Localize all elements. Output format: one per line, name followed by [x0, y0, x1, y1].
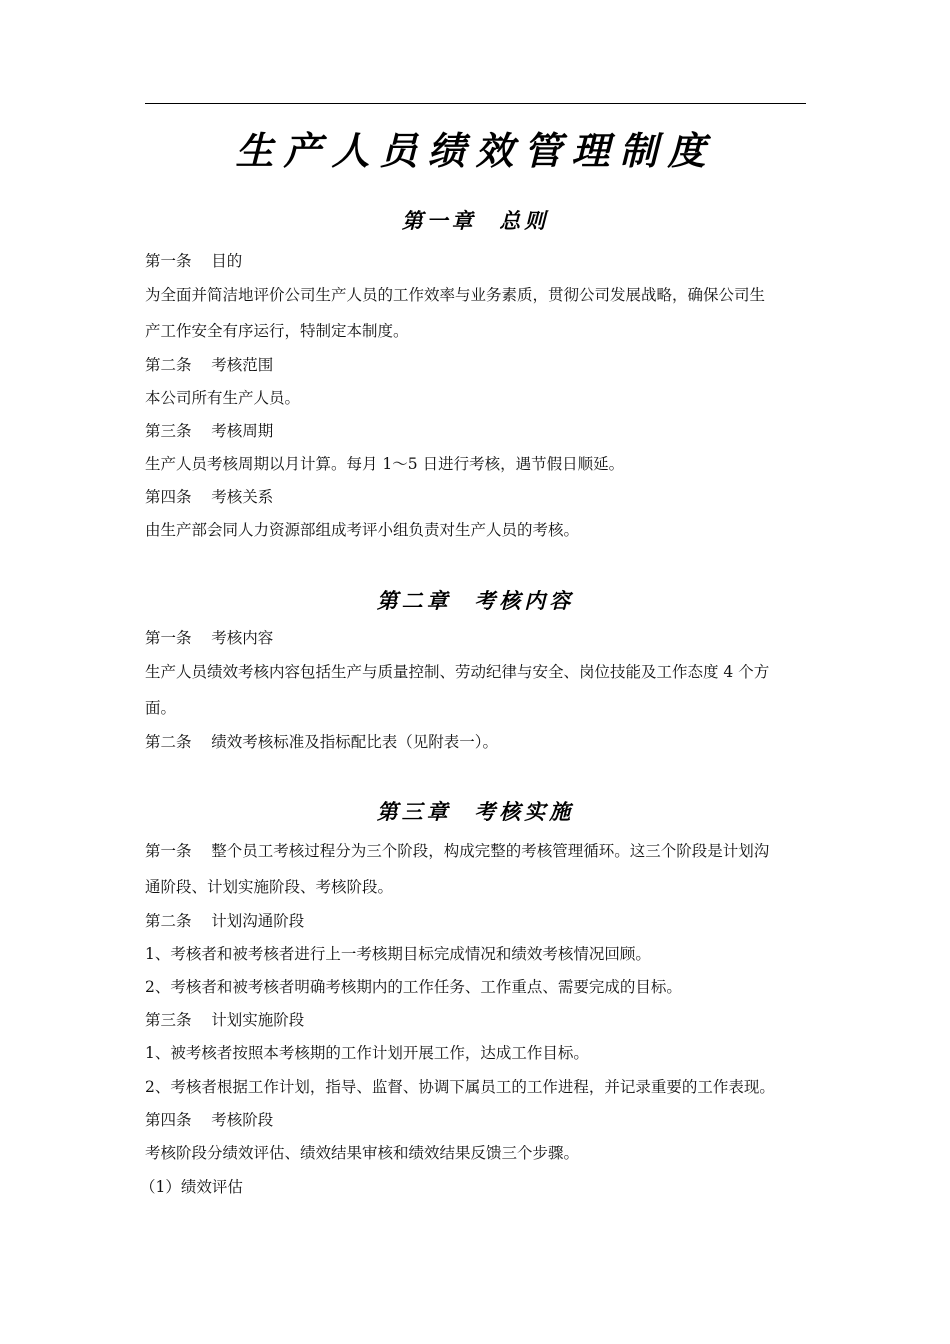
chapter-1-paragraph-line: 为全面并简洁地评价公司生产人员的工作效率与业务素质，贯彻公司发展战略，确保公司生: [145, 286, 766, 304]
chapter-2-article-2-title: 第二条 绩效考核标准及指标配比表（见附表一）。: [145, 733, 498, 751]
chapter-3-paragraph-line: 1、被考核者按照本考核期的工作计划开展工作，达成工作目标。: [145, 1044, 589, 1062]
chapter-1-paragraph-line: 产工作安全有序运行，特制定本制度。: [145, 322, 409, 340]
chapter-3-paragraph-line: 2、考核者根据工作计划，指导、监督、协调下属员工的工作进程，并记录重要的工作表现。: [145, 1078, 775, 1096]
chapter-3-article-4-title: 第四条 考核阶段: [145, 1111, 274, 1129]
chapter-1-paragraph-line: 本公司所有生产人员。: [145, 389, 301, 407]
chapter-1-paragraph-line: 由生产部会同人力资源部组成考评小组负责对生产人员的考核。: [145, 521, 580, 539]
chapter-1-article-4-title: 第四条 考核关系: [145, 488, 274, 506]
chapter-1-article-2-title: 第二条 考核范围: [145, 356, 274, 374]
chapter-1-article-3-title: 第三条 考核周期: [145, 422, 274, 440]
document-title: 生产人员绩效管理制度: [235, 128, 716, 173]
chapter-3-article-3-title: 第三条 计划实施阶段: [145, 1011, 305, 1029]
chapter-3-subitem-1: （1）绩效评估: [140, 1178, 243, 1196]
chapter-1-article-1-title: 第一条 目的: [145, 252, 243, 270]
chapter-1-paragraph-line: 生产人员考核周期以月计算。每月 1～5 日进行考核，遇节假日顺延。: [145, 455, 625, 473]
chapter-2-heading: 第二章 考核内容: [376, 588, 575, 613]
chapter-3-paragraph-line: 2、考核者和被考核者明确考核期内的工作任务、工作重点、需要完成的目标。: [145, 978, 682, 996]
chapter-3-article-2-title: 第二条 计划沟通阶段: [145, 912, 305, 930]
chapter-1-heading: 第一章 总则: [401, 208, 550, 233]
chapter-3-paragraph-line: 第一条 整个员工考核过程分为三个阶段，构成完整的考核管理循环。这三个阶段是计划沟: [145, 842, 770, 860]
header-rule: [145, 103, 806, 104]
chapter-3-paragraph-line: 通阶段、计划实施阶段、考核阶段。: [145, 878, 394, 896]
chapter-3-paragraph-line: 考核阶段分绩效评估、绩效结果审核和绩效结果反馈三个步骤。: [145, 1144, 580, 1162]
chapter-3-paragraph-line: 1、考核者和被考核者进行上一考核期目标完成情况和绩效考核情况回顾。: [145, 945, 651, 963]
chapter-2-article-1-title: 第一条 考核内容: [145, 629, 274, 647]
chapter-2-paragraph-line: 面。: [145, 699, 177, 717]
chapter-2-paragraph-line: 生产人员绩效考核内容包括生产与质量控制、劳动纪律与安全、岗位技能及工作态度 4 个方: [145, 663, 770, 681]
chapter-3-heading: 第三章 考核实施: [376, 799, 575, 824]
